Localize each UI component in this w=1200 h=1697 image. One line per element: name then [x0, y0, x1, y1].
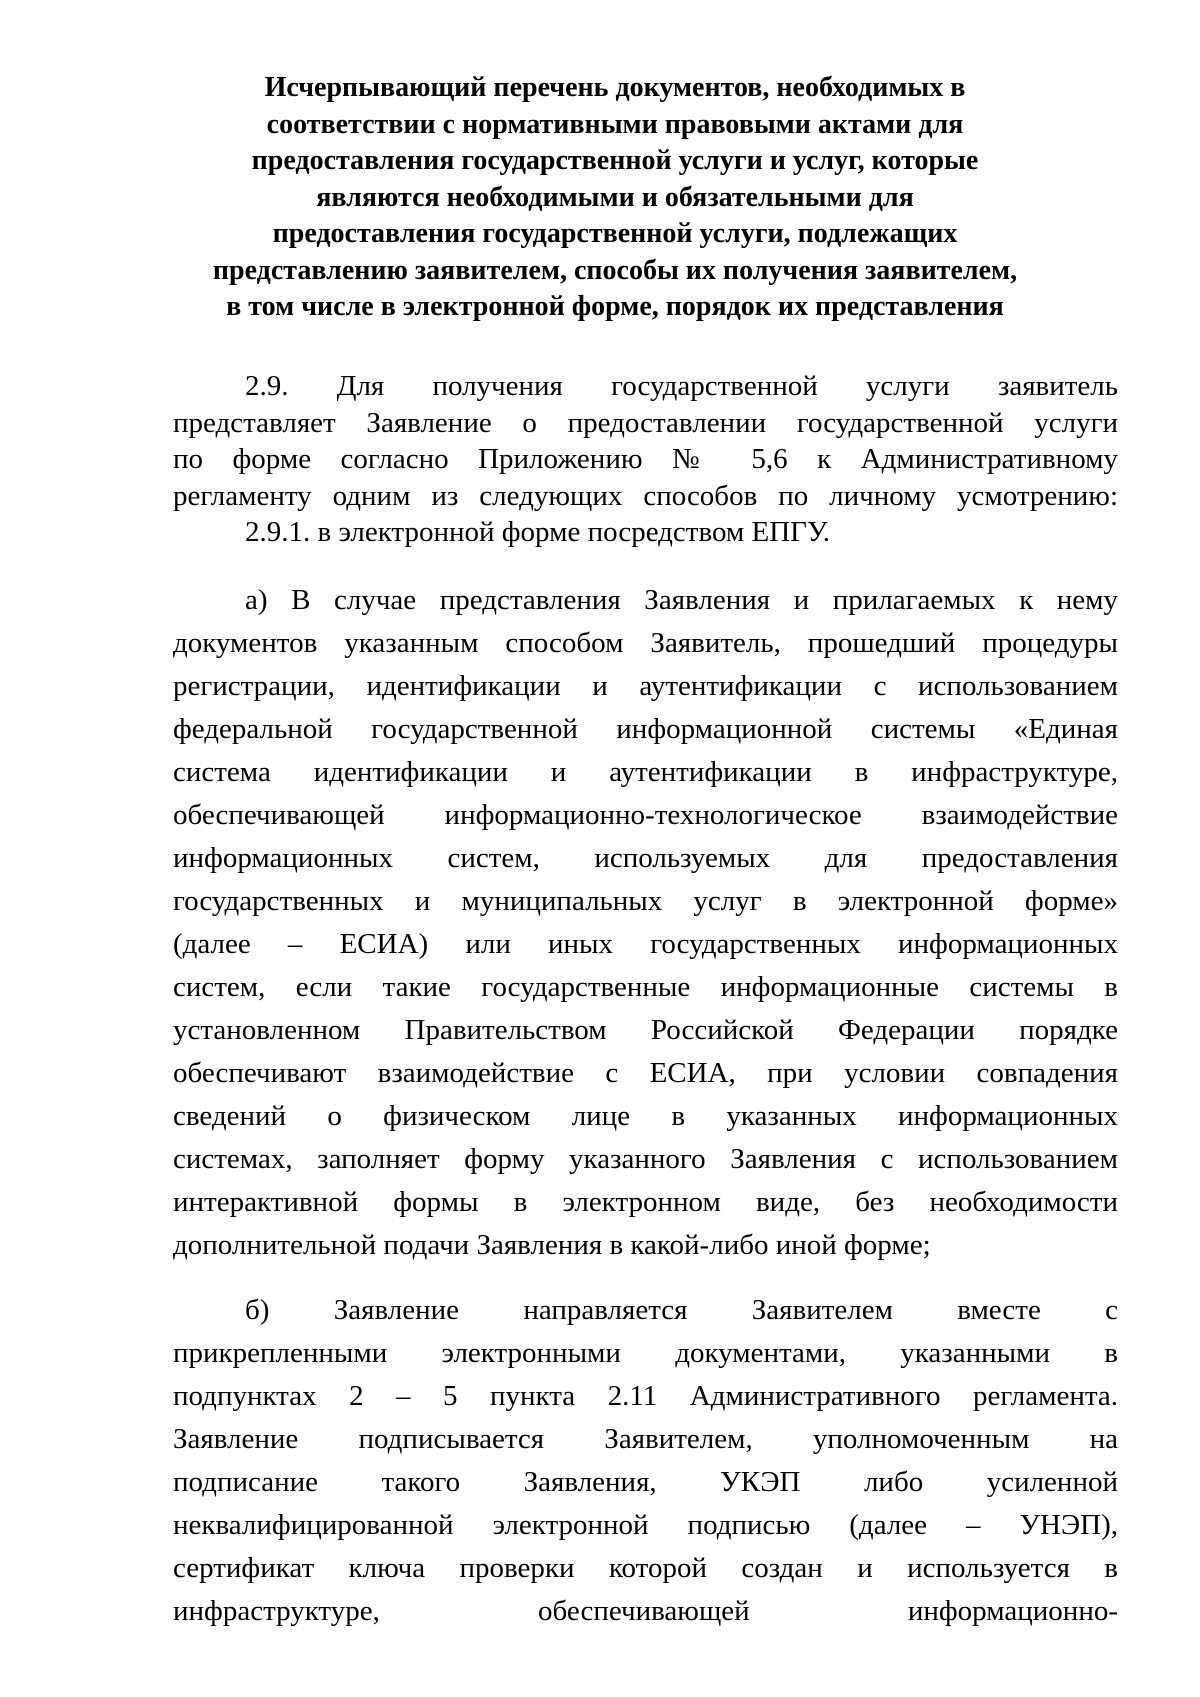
text-line: представляет Заявление о предоставлении государственной услуги — [173, 406, 1118, 439]
text-line: прикрепленными электронными документами, указанными в — [173, 1336, 1118, 1369]
text-line: неквалифицированной электронной подписью (далее – УНЭП), — [173, 1508, 1118, 1541]
text-line: дополнительной подачи Заявления в какой-либо иной форме; — [173, 1228, 931, 1261]
text-line: регистрации, идентификации и аутентификации с использованием — [173, 669, 1118, 702]
heading-line: являются необходимыми и обязательными для — [316, 181, 914, 213]
text-line: Заявление подписывается Заявителем, уполномоченным на — [173, 1422, 1118, 1455]
text-line: 2.9.1. в электронной форме посредством ЕПГУ. — [245, 516, 830, 548]
text-line: инфраструктуре, обеспечивающей информационно- — [173, 1594, 1118, 1627]
text-line: (далее – ЕСИА) или иных государственных информационных — [173, 927, 1118, 960]
text-line: по форме согласно Приложению № 5,6 к Административному — [173, 443, 1118, 475]
text-line: система идентификации и аутентификации в инфраструктуре, — [173, 755, 1118, 788]
heading-line: соответствии с нормативными правовыми актами для — [266, 108, 964, 140]
text-line: регламенту одним из следующих способов по личному усмотрению: — [173, 479, 1118, 512]
text-line: государственных и муниципальных услуг в электронной форме» — [173, 884, 1118, 917]
heading-line: представлению заявителем, способы их получения заявителем, — [212, 254, 1018, 286]
text-line: документов указанным способом Заявитель, прошедший процедуры — [173, 626, 1118, 659]
paragraph-b — [173, 1289, 1118, 1633]
text-line: федеральной государственной информационной системы «Единая — [173, 712, 1118, 745]
text-line: систем, если такие государственные информационные системы в — [173, 970, 1118, 1003]
heading-line: предоставления государственной услуги и услуг, которые — [251, 145, 979, 176]
heading-line: в том числе в электронной форме, порядок их представления — [226, 291, 1004, 322]
heading-line: Исчерпывающий перечень документов, необходимых в — [264, 72, 966, 103]
text-line: обеспечивающей информационно-технологическое взаимодействие — [173, 798, 1118, 831]
text-line: сертификат ключа проверки которой создан и используется в — [173, 1551, 1118, 1584]
text-line: подпунктах 2 – 5 пункта 2.11 Административного регламента. — [173, 1379, 1118, 1412]
text-line: обеспечивают взаимодействие с ЕСИА, при условии совпадения — [173, 1056, 1118, 1089]
text-line: 2.9. Для получения государственной услуги заявитель — [245, 370, 1118, 402]
text-line: установленном Правительством Российской Федерации порядке — [173, 1013, 1118, 1046]
text-line: информационных систем, используемых для предоставления — [173, 841, 1118, 874]
text-line: а) В случае представления Заявления и прилагаемых к нему — [245, 583, 1118, 616]
paragraph-2-9-1 — [173, 514, 1118, 551]
text-line: системах, заполняет форму указанного Заявления с использованием — [173, 1142, 1118, 1175]
heading-line: предоставления государственной услуги, подлежащих — [272, 218, 958, 249]
text-line: подписание такого Заявления, УКЭП либо усиленной — [173, 1465, 1118, 1498]
text-line: б) Заявление направляется Заявителем вместе с — [245, 1293, 1118, 1326]
section-heading — [150, 70, 1080, 326]
text-line: сведений о физическом лице в указанных информационных — [173, 1099, 1118, 1132]
document-body — [173, 368, 1118, 1633]
text-line: интерактивной формы в электронном виде, без необходимости — [173, 1185, 1118, 1218]
paragraph-2-9 — [173, 368, 1118, 514]
paragraph-a — [173, 579, 1118, 1267]
